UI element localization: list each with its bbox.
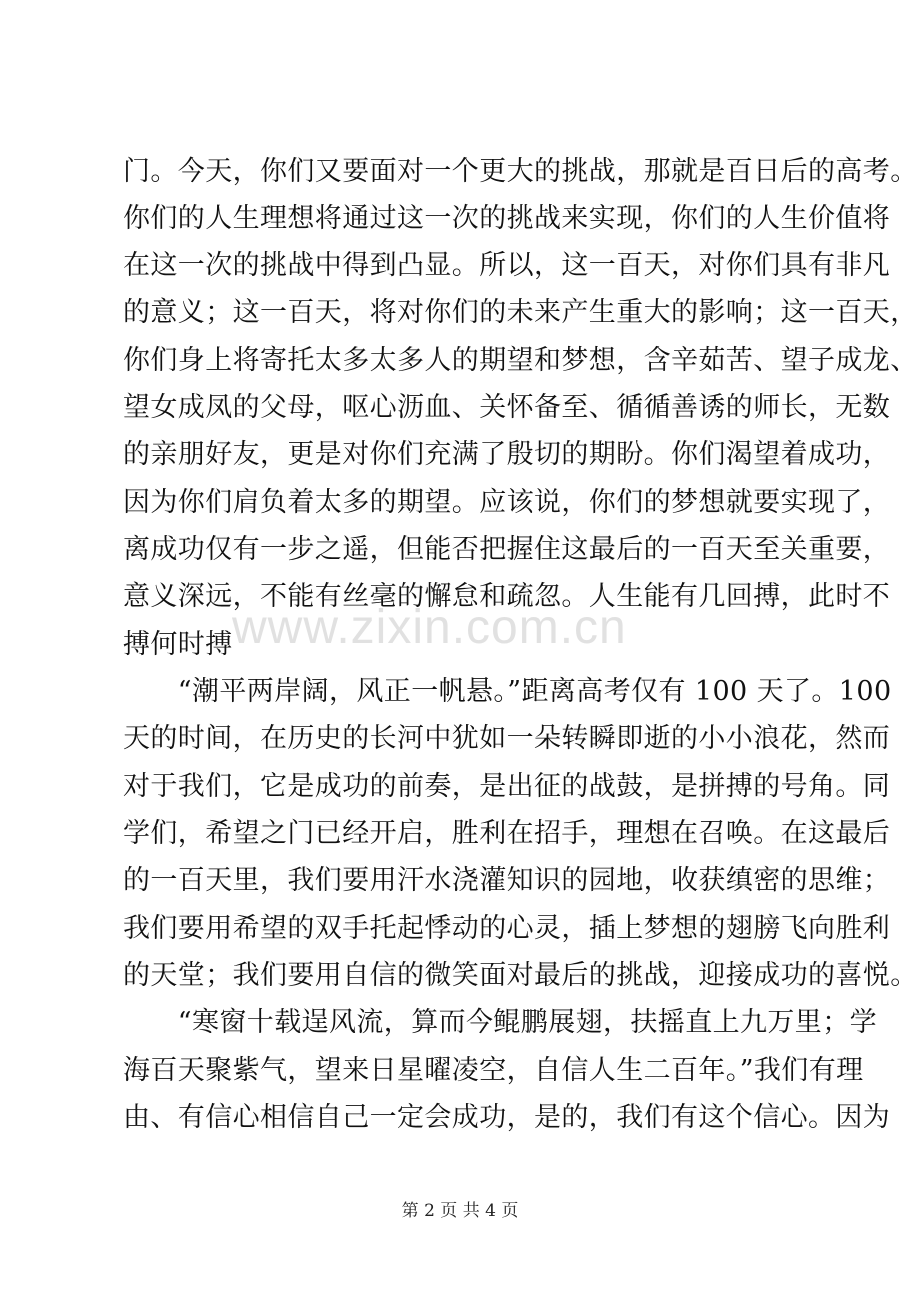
paragraph-2-line: 学们，希望之门已经开启，胜利在招手，理想在召唤。在这最后 [123,818,891,849]
paragraph-1-line: 搏何时搏 [123,629,233,660]
site-watermark: www.zixin.com.cn [232,601,627,654]
paragraph-2-line: 我们要用希望的双手托起悸动的心灵，插上梦想的翅膀飞向胜利 [123,913,891,944]
paragraph-1-line: 因为你们肩负着太多的期望。应该说，你们的梦想就要实现了， [123,487,891,518]
paragraph-1-line: 你们身上将寄托太多太多人的期望和梦想，含辛茹苦、望子成龙、 [123,345,918,376]
paragraph-2-line: 的一百天里，我们要用汗水浇灌知识的园地，收获缜密的思维； [123,865,891,896]
paragraph-1-line: 门。今天，你们又要面对一个更大的挑战，那就是百日后的高考。 [123,156,918,187]
paragraph-1-line: 的亲朋好友，更是对你们充满了殷切的期盼。你们渴望着成功， [123,439,891,470]
paragraph-1-line: 意义深远，不能有丝毫的懈怠和疏忽。人生能有几回搏，此时不 [123,581,891,612]
paragraph-3-line: 由、有信心相信自己一定会成功，是的，我们有这个信心。因为 [123,1102,891,1133]
paragraph-1-line: 的意义；这一百天，将对你们的未来产生重大的影响；这一百天， [123,297,918,328]
paragraph-1-line: 在这一次的挑战中得到凸显。所以，这一百天，对你们具有非凡 [123,250,891,281]
paragraph-1-line: 望女成凤的父母，呕心沥血、关怀备至、循循善诱的师长，无数 [123,392,891,423]
paragraph-2-line: 的天堂；我们要用自信的微笑面对最后的挑战，迎接成功的喜悦。 [123,960,918,991]
paragraph-3-line: 海百天聚紫气，望来日星曜凌空，自信人生二百年。”我们有理 [123,1055,864,1086]
paragraph-2-line: “潮平两岸阔，风正一帆悬。”距离高考仅有 100 天了。100 [123,676,892,707]
paragraph-1-line: 你们的人生理想将通过这一次的挑战来实现，你们的人生价值将 [123,203,891,234]
paragraph-2-line: 对于我们，它是成功的前奏，是出征的战鼓，是拼搏的号角。同 [123,771,891,802]
paragraph-2-line: 天的时间，在历史的长河中犹如一朵转瞬即逝的小小浪花，然而 [123,723,891,754]
paragraph-1-line: 离成功仅有一步之遥，但能否把握住这最后的一百天至关重要， [123,534,891,565]
page-number-footer: 第 2 页 共 4 页 [401,1201,519,1221]
paragraph-3-line: “寒窗十载逞风流，算而今鲲鹏展翅，扶摇直上九万里；学 [123,1007,878,1038]
